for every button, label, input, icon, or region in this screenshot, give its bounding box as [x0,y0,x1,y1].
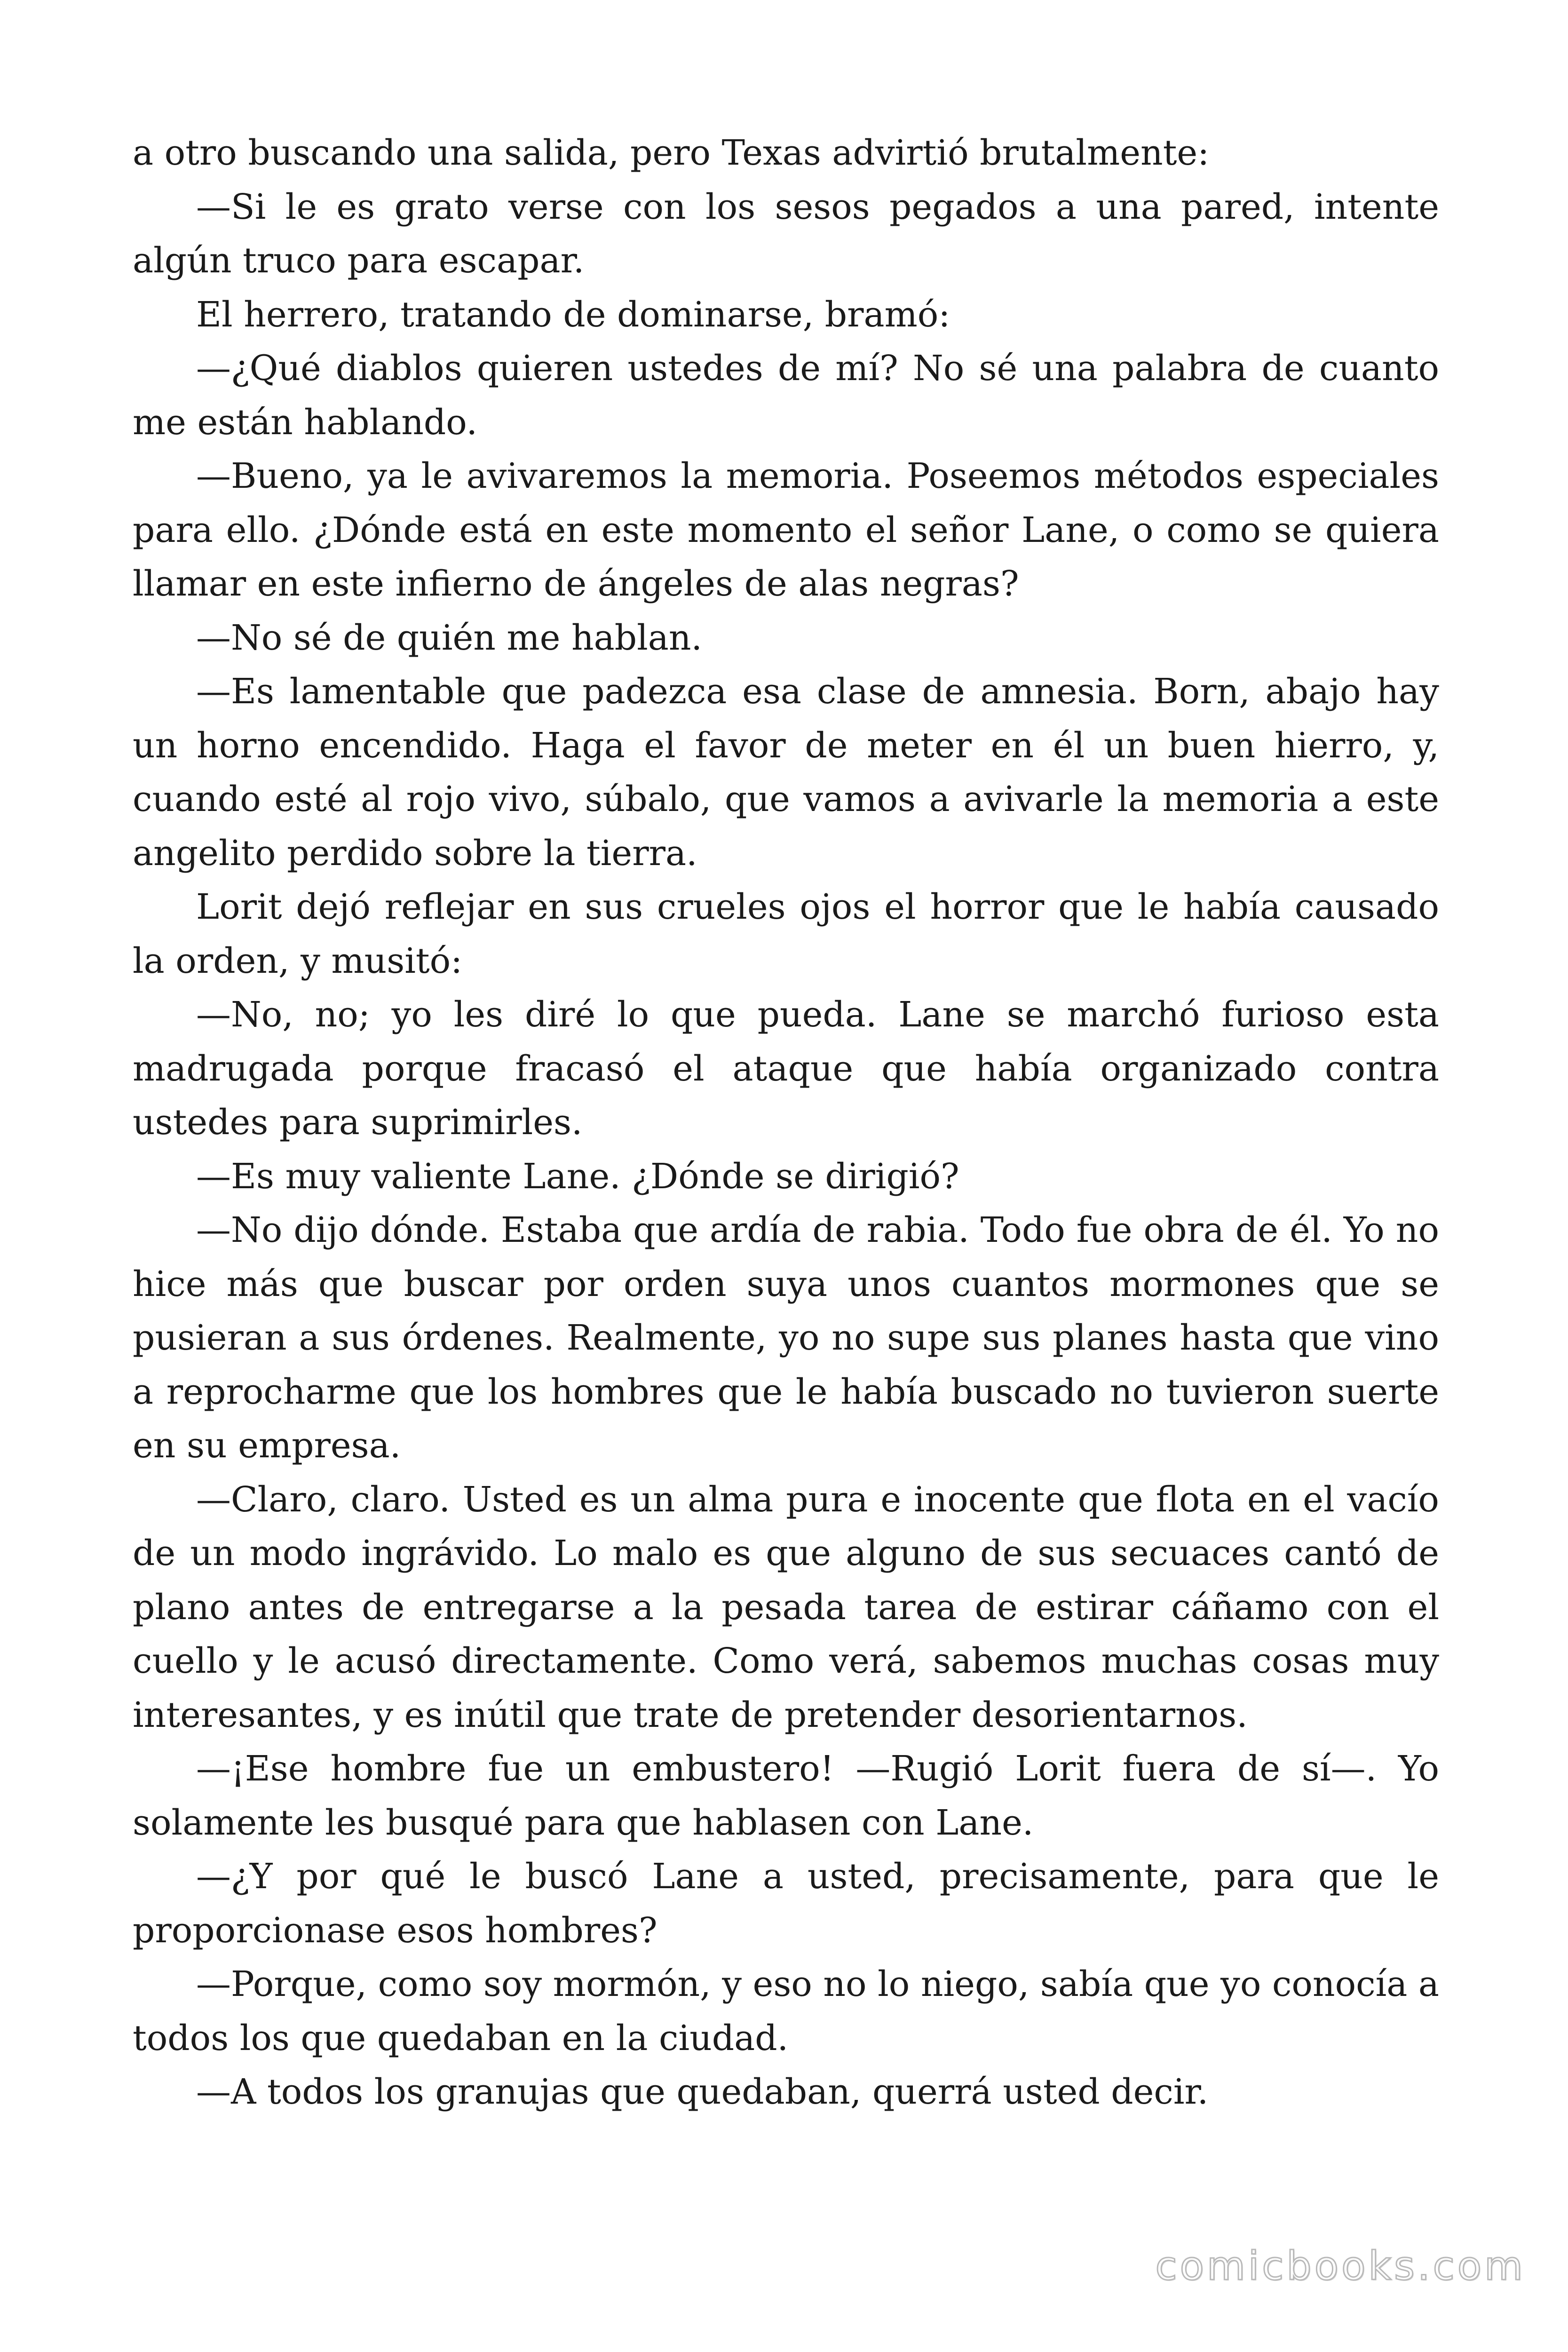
paragraph: —Es muy valiente Lane. ¿Dónde se dirigió? [196,1156,959,1197]
paragraph: —A todos los granujas que quedaban, querrá usted decir. [196,2072,1209,2112]
paragraph: a otro buscando una salida, pero Texas advirtió brutalmente: [133,133,1210,173]
paragraph: —¡Ese hombre fue un embustero! —Rugió Lorit fuera de sí—. Yo solamente les busqué para que hablasen con Lane. [133,1748,1439,1843]
paragraph: —No, no; yo les diré lo que pueda. Lane se marchó furioso esta madrugada porque fracasó el ataque que había organizado contra ustedes para suprimirles. [133,994,1439,1143]
paragraph: —¿Y por qué le buscó Lane a usted, precisamente, para que le proporcionase esos hombres? [133,1856,1439,1951]
paragraph: —¿Qué diablos quieren ustedes de mí? No sé una palabra de cuanto me están hablando. [133,348,1439,443]
paragraph: Lorit dejó reflejar en sus crueles ojos el horror que le había causado la orden, y musitó: [133,887,1439,981]
body-text [133,126,1439,2119]
paragraph: —Si le es grato verse con los sesos pegados a una pared, intente algún truco para escapar. [133,186,1439,281]
paragraph: —Claro, claro. Usted es un alma pura e inocente que flota en el vacío de un modo ingrávido. Lo malo es que alguno de sus secuaces cantó de plano antes de entregarse a la pesada tarea de estirar cáñamo con el cuello y le acusó directamente. Como verá, sabemos muchas cosas muy interesantes, y es inútil que trate de pretender desorientarnos. [133,1479,1439,1735]
paragraph: —No sé de quién me hablan. [196,617,703,658]
paragraph: —Porque, como soy mormón, y eso no lo niego, sabía que yo conocía a todos los que quedaban en la ciudad. [133,1964,1440,2058]
paragraph: —No dijo dónde. Estaba que ardía de rabia. Todo fue obra de él. Yo no hice más que buscar por orden suya unos cuantos mormones que se pusieran a sus órdenes. Realmente, yo no supe sus planes hasta que vino a reprocharme que los hombres que le había buscado no tuvieron suerte en su empresa. [133,1210,1439,1466]
paragraph: —Bueno, ya le avivaremos la memoria. Poseemos métodos especiales para ello. ¿Dónde está en este momento el señor Lane, o como se quiera llamar en este infierno de ángeles de alas negras? [133,456,1439,604]
paragraph: El herrero, tratando de dominarse, bramó: [196,294,950,335]
site-watermark: comicbooks.com [1155,2243,1526,2289]
paragraph: —Es lamentable que padezca esa clase de amnesia. Born, abajo hay un horno encendido. Haga el favor de meter en él un buen hierro, y, cuando esté al rojo vivo, súbalo, que vamos a avivarle la memoria a este angelito perdido sobre la tierra. [133,671,1439,874]
